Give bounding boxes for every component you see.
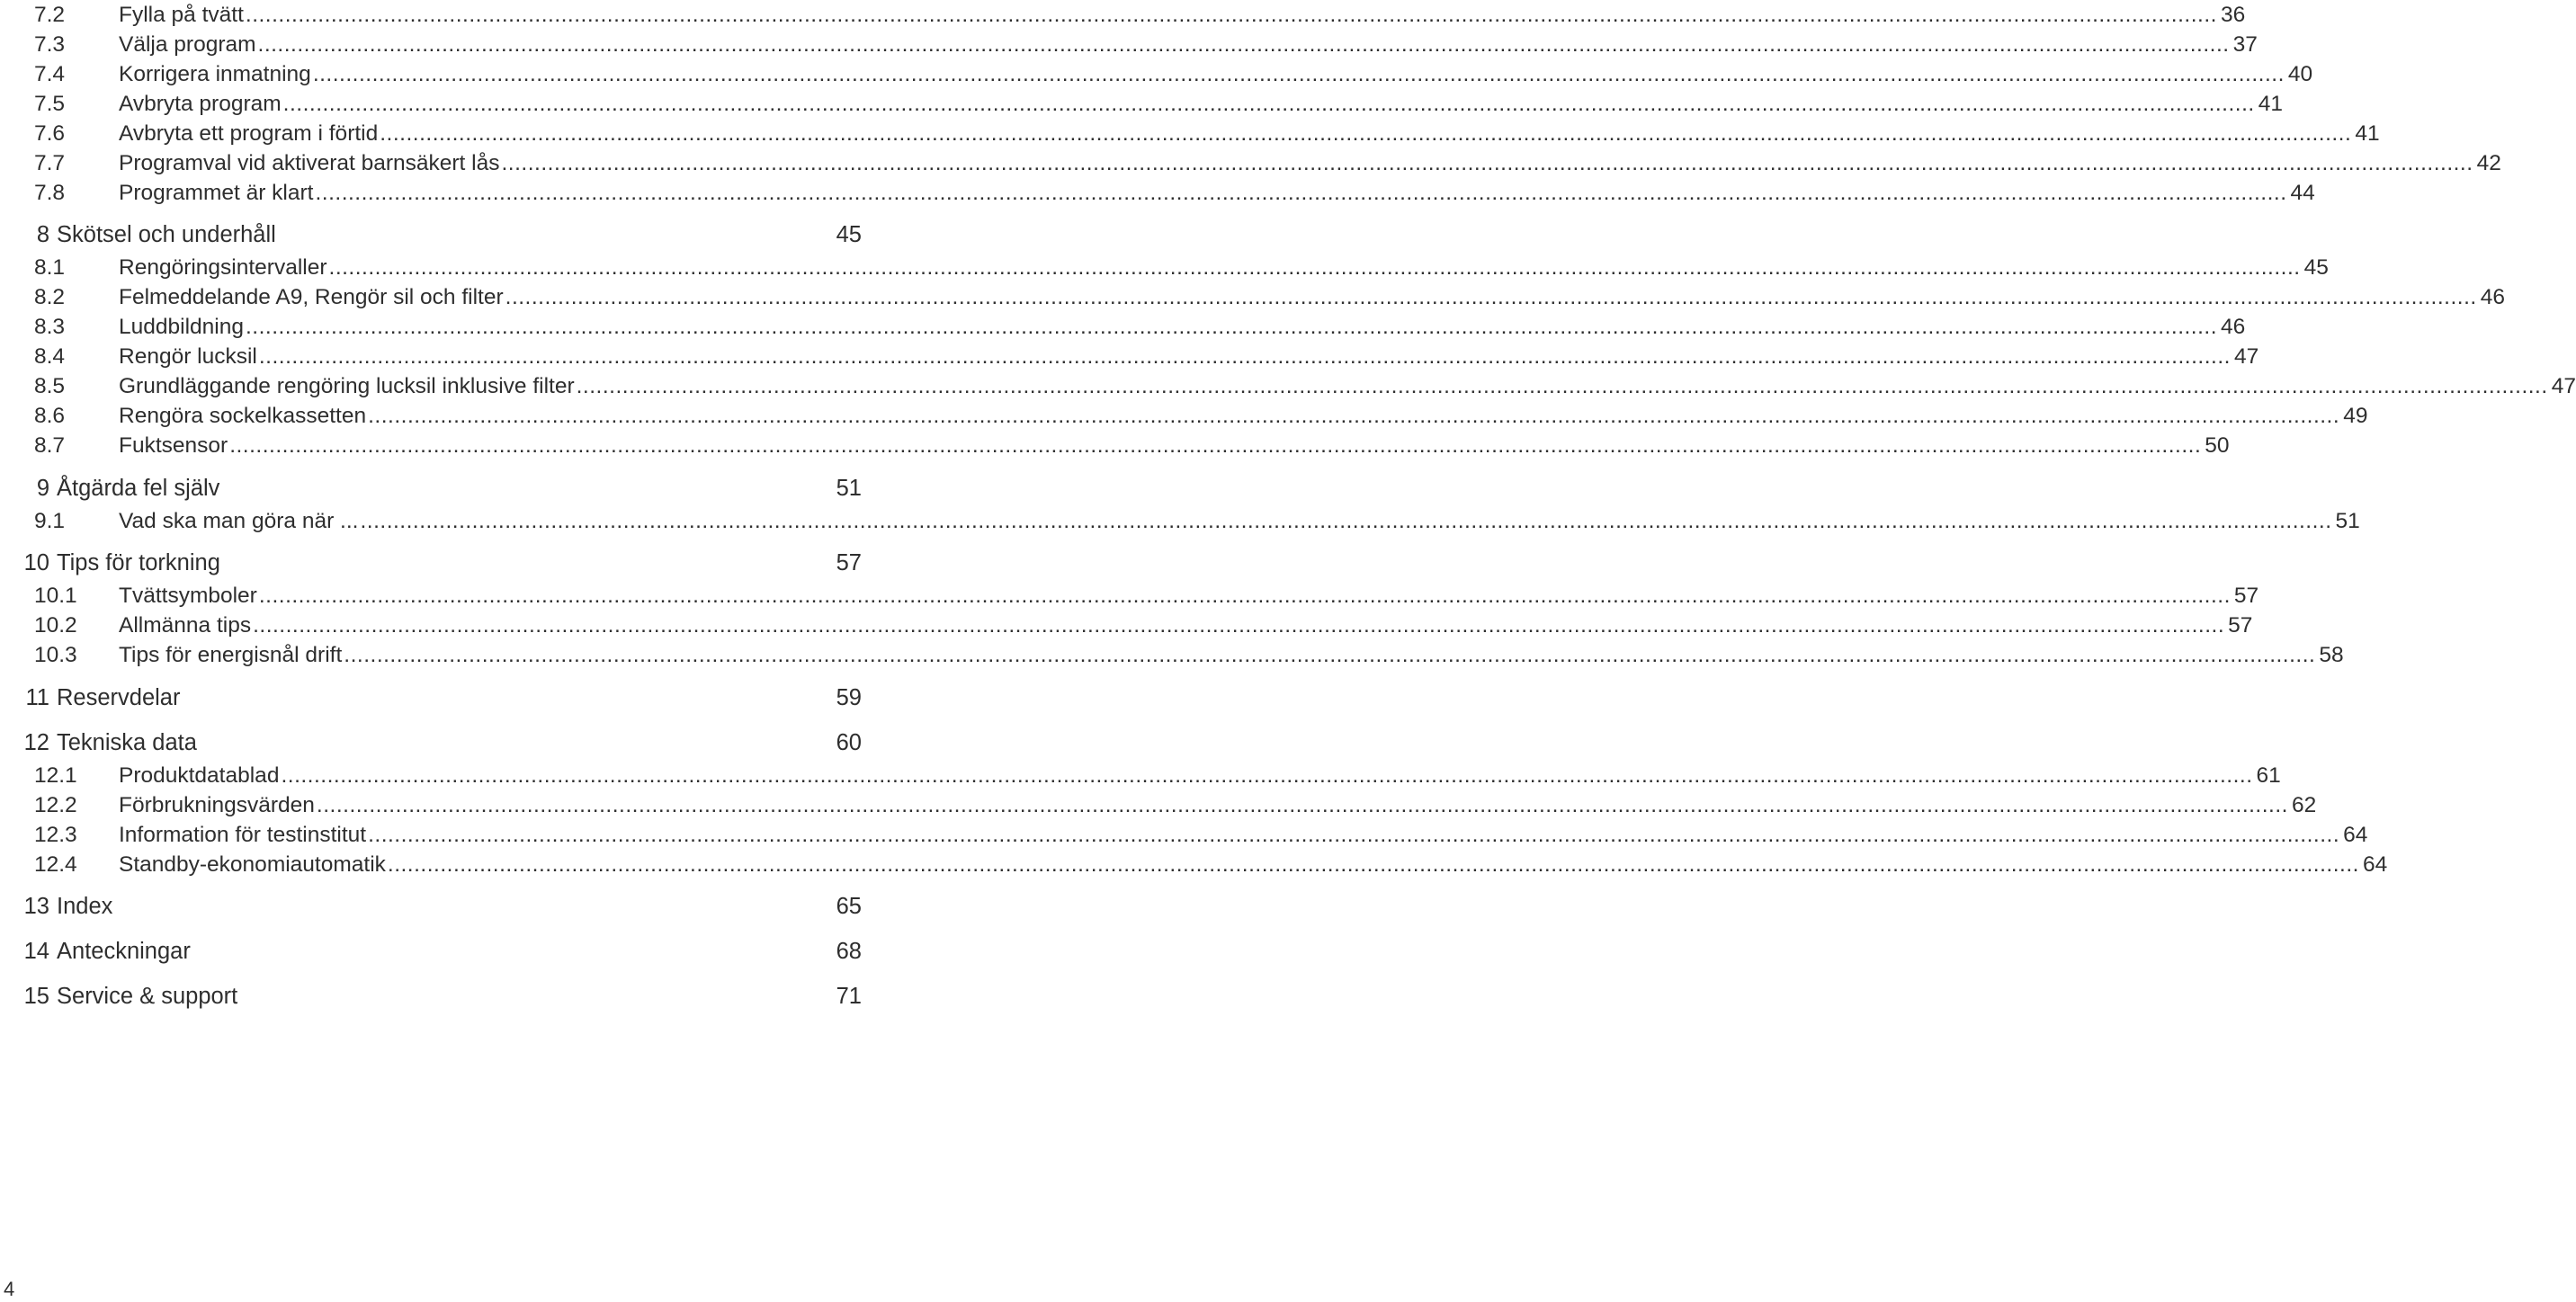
toc-section-entry[interactable]	[7, 30, 2258, 59]
toc-section-entry[interactable]	[7, 253, 2329, 282]
toc-section-entry[interactable]	[7, 431, 2230, 460]
toc-entry-title: Produktdatablad	[119, 763, 280, 788]
toc-entry-page: 57	[2228, 613, 2253, 638]
toc-entry-page: 42	[2476, 151, 2501, 175]
toc-entry-number: 7.4	[34, 62, 66, 86]
toc-dot-leader: ............................................................................................................................................................................................................................................................................................................	[368, 823, 2340, 847]
toc-dot-leader: ............................................................................................................................................................................................................................................................................................................	[316, 793, 2288, 817]
toc-entry-page: 46	[2480, 285, 2505, 309]
toc-dot-leader: ............................................................................................................................................................................................................................................................................................................	[387, 852, 2359, 877]
toc-entry-page: 59	[836, 685, 862, 710]
page-number: 4	[4, 1278, 15, 1300]
toc-entry-title: Tvättsymboler	[119, 584, 257, 608]
toc-dot-leader: ............................................................................................................................................................................................................................................................................................................	[281, 763, 2253, 788]
toc-entry-number: 7.6	[34, 121, 66, 146]
toc-entry-page: 71	[836, 984, 862, 1009]
toc-entry-page: 41	[2258, 92, 2283, 116]
toc-entry-number: 8.1	[34, 255, 66, 280]
toc-section-entry[interactable]	[7, 761, 2281, 790]
toc-entry-title: Tips för energisnål drift	[119, 643, 343, 667]
toc-entry-number: 12.4	[34, 852, 77, 877]
toc-entry-title: Programval vid aktiverat barnsäkert lås	[119, 151, 500, 175]
toc-entry-number: 15	[23, 984, 49, 1009]
toc-section-entry[interactable]	[7, 0, 2246, 30]
toc-entry-page: 65	[836, 894, 862, 919]
toc-entry-number: 8.5	[34, 374, 66, 398]
toc-entry-number: 10	[23, 550, 49, 575]
toc-dot-leader: ............................................................................................................................................................................................................................................................................................................	[344, 643, 2316, 667]
toc-entry-title: Allmänna tips	[119, 613, 252, 638]
toc-entry-number: 13	[23, 894, 49, 919]
toc-entry-title: Tekniska data	[57, 730, 197, 755]
toc-entry-title: Välja program	[119, 32, 256, 57]
toc-entry-number: 9	[36, 476, 49, 501]
toc-section-entry[interactable]	[7, 89, 2283, 119]
toc-dot-leader: ............................................................................................................................................................................................................................................................................................................	[257, 32, 2230, 57]
toc-chapter-entry[interactable]	[7, 937, 862, 967]
toc-section-entry[interactable]	[7, 342, 2259, 371]
toc-entry-page: 45	[2303, 255, 2329, 280]
toc-entry-number: 8	[36, 222, 49, 247]
toc-entry-page: 57	[836, 550, 862, 575]
toc-chapter-entry[interactable]	[7, 474, 862, 504]
toc-entry-number: 9.1	[34, 509, 66, 533]
toc-dot-leader: ............................................................................................................................................................................................................................................................................................................	[576, 374, 2548, 398]
toc-entry-page: 47	[2233, 344, 2259, 369]
toc-entry-number: 12	[23, 730, 49, 755]
toc-entry-title: Standby-ekonomiautomatik	[119, 852, 386, 877]
toc-entry-number: 8.2	[34, 285, 66, 309]
toc-entry-number: 7.3	[34, 32, 66, 57]
toc-entry-page: 45	[836, 222, 862, 247]
toc-entry-page: 57	[2233, 584, 2259, 608]
toc-chapter-entry[interactable]	[7, 982, 862, 1012]
toc-entry-page: 60	[836, 730, 862, 755]
toc-entry-number: 11	[25, 685, 49, 710]
toc-section-entry[interactable]	[7, 850, 2388, 879]
toc-dot-leader: ............................................................................................................................................................................................................................................................................................................	[505, 285, 2477, 309]
toc-dot-leader: ............................................................................................................................................................................................................................................................................................................	[245, 315, 2218, 339]
toc-entry-page: 51	[836, 476, 862, 501]
toc-entry-number: 12.2	[34, 793, 77, 817]
toc-section-entry[interactable]	[7, 178, 2315, 208]
toc-section-entry[interactable]	[7, 148, 2501, 178]
toc-section-entry[interactable]	[7, 790, 2317, 820]
toc-dot-leader: ............................................................................................................................................................................................................................................................................................................	[253, 613, 2225, 638]
toc-section-entry[interactable]	[7, 119, 2380, 148]
toc-entry-number: 8.6	[34, 404, 66, 428]
toc-entry-number: 10.2	[34, 613, 77, 638]
toc-entry-number: 7.8	[34, 181, 66, 205]
toc-entry-page: 68	[836, 939, 862, 964]
toc-entry-page: 64	[2343, 823, 2368, 847]
toc-entry-title: Index	[57, 894, 113, 919]
toc-entry-page: 50	[2205, 433, 2230, 458]
toc-entry-page: 44	[2290, 181, 2315, 205]
toc-entry-title: Service & support	[57, 984, 238, 1009]
toc-entry-number: 8.4	[34, 344, 66, 369]
toc-dot-leader: ............................................................................................................................................................................................................................................................................................................	[368, 404, 2340, 428]
toc-dot-leader: ............................................................................................................................................................................................................................................................................................................	[258, 344, 2231, 369]
toc-entry-page: 64	[2362, 852, 2388, 877]
toc-dot-leader: ............................................................................................................................................................................................................................................................................................................	[380, 121, 2352, 146]
toc-dot-leader: ............................................................................................................................................................................................................................................................................................................	[312, 62, 2285, 86]
toc-entry-page: 36	[2220, 3, 2246, 27]
toc-entry-page: 51	[2335, 509, 2360, 533]
toc-section-entry[interactable]	[7, 581, 2259, 611]
toc-entry-title: Rengöra sockelkassetten	[119, 404, 367, 428]
toc-entry-title: Information för testinstitut	[119, 823, 367, 847]
toc-entry-title: Avbryta ett program i förtid	[119, 121, 379, 146]
toc-section-entry[interactable]	[7, 401, 2368, 431]
toc-entry-title: Reservdelar	[57, 685, 181, 710]
toc-entry-page: 47	[2551, 374, 2576, 398]
toc-chapter-entry[interactable]	[7, 683, 862, 713]
toc-dot-leader: ............................................................................................................................................................................................................................................................................................................	[258, 584, 2231, 608]
toc-chapter-entry[interactable]	[7, 728, 862, 758]
toc-entry-number: 7.2	[34, 3, 66, 27]
toc-section-entry[interactable]	[7, 282, 2505, 312]
toc-section-entry[interactable]	[7, 506, 2360, 536]
toc-entry-title: Fylla på tvätt	[119, 3, 244, 27]
toc-dot-leader: ............................................................................................................................................................................................................................................................................................................	[282, 92, 2255, 116]
toc-entry-page: 37	[2232, 32, 2258, 57]
toc-entry-page: 40	[2287, 62, 2313, 86]
toc-entry-title: Rengör lucksil	[119, 344, 257, 369]
toc-chapter-entry[interactable]	[7, 220, 862, 250]
toc-entry-title: Avbryta program	[119, 92, 282, 116]
toc-dot-leader: ............................................................................................................................................................................................................................................................................................................	[245, 3, 2217, 27]
toc-entry-page: 46	[2221, 315, 2246, 339]
toc-entry-number: 10.1	[34, 584, 77, 608]
toc-chapter-entry[interactable]	[7, 548, 862, 578]
toc-entry-title: Korrigera inmatning	[119, 62, 311, 86]
toc-entry-title: Vad ska man göra när ...	[119, 509, 359, 533]
toc-entry-page: 41	[2355, 121, 2380, 146]
toc-entry-number: 12.1	[34, 763, 77, 788]
toc-section-entry[interactable]	[7, 820, 2368, 850]
toc-entry-number: 7.7	[34, 151, 66, 175]
toc-dot-leader: ............................................................................................................................................................................................................................................................................................................	[229, 433, 2202, 458]
toc-entry-number: 7.5	[34, 92, 66, 116]
toc-entry-number: 8.7	[34, 433, 66, 458]
toc-entry-title: Fuktsensor	[119, 433, 228, 458]
toc-entry-title: Skötsel och underhåll	[57, 222, 276, 247]
toc-section-entry[interactable]	[7, 611, 2253, 640]
toc-entry-title: Tips för torkning	[57, 550, 220, 575]
toc-entry-title: Förbrukningsvärden	[119, 793, 315, 817]
toc-section-entry[interactable]	[7, 59, 2313, 89]
toc-dot-leader: ............................................................................................................................................................................................................................................................................................................	[315, 181, 2287, 205]
toc-entry-title: Anteckningar	[57, 939, 191, 964]
toc-entry-title: Grundläggande rengöring lucksil inklusive filter	[119, 374, 575, 398]
toc-dot-leader: ............................................................................................................................................................................................................................................................................................................	[360, 509, 2332, 533]
toc-entry-title: Rengöringsintervaller	[119, 255, 327, 280]
toc-entry-title: Felmeddelande A9, Rengör sil och filter	[119, 285, 504, 309]
toc-section-entry[interactable]	[7, 371, 2576, 401]
toc-entry-page: 58	[2319, 643, 2344, 667]
toc-entry-title: Programmet är klart	[119, 181, 314, 205]
toc-dot-leader: ............................................................................................................................................................................................................................................................................................................	[328, 255, 2301, 280]
toc-entry-title: Åtgärda fel själv	[57, 476, 220, 501]
toc-entry-number: 10.3	[34, 643, 77, 667]
toc-section-entry[interactable]	[7, 640, 2344, 670]
toc-entry-number: 12.3	[34, 823, 77, 847]
toc-entry-page: 49	[2343, 404, 2368, 428]
toc-entry-page: 62	[2291, 793, 2317, 817]
toc-dot-leader: ............................................................................................................................................................................................................................................................................................................	[501, 151, 2473, 175]
toc-entry-number: 8.3	[34, 315, 66, 339]
toc-entry-page: 61	[2256, 763, 2281, 788]
toc-entry-number: 14	[23, 939, 49, 964]
toc-chapter-entry[interactable]	[7, 892, 862, 922]
toc-entry-title: Luddbildning	[119, 315, 244, 339]
toc-section-entry[interactable]	[7, 312, 2246, 342]
